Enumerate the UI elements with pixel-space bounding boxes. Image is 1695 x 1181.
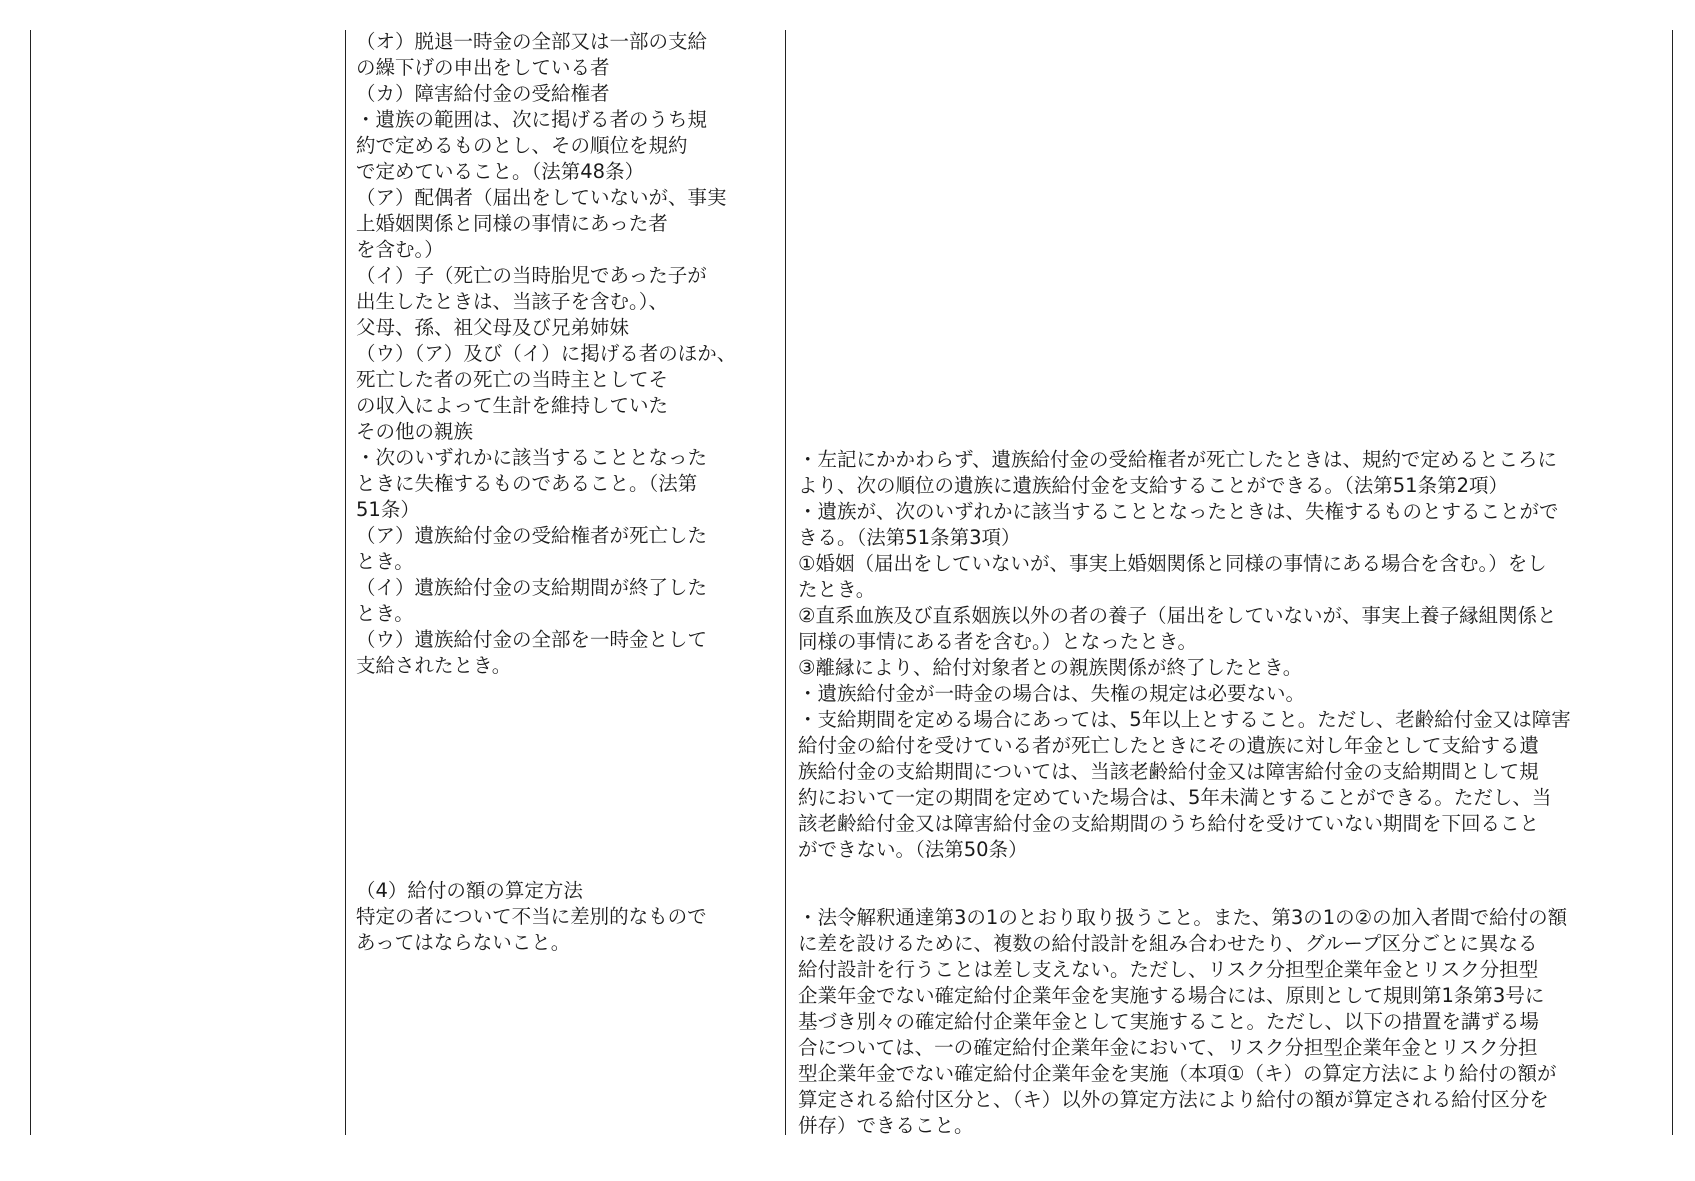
- text-line: 特定の者について不当に差別的なもので: [356, 905, 707, 928]
- text-line: ③離縁により、給付対象者との親族関係が終了したとき。: [798, 656, 1303, 679]
- text-line: 基づき別々の確定給付企業年金として実施すること。ただし、以下の措置を講ずる場: [798, 1010, 1540, 1033]
- text-line: 該老齢給付金又は障害給付金の支給期間のうち給付を受けていない期間を下回ること: [798, 812, 1540, 835]
- text-line: 父母、孫、祖父母及び兄弟姉妹: [356, 316, 630, 339]
- text-line: ・左記にかかわらず、遺族給付金の受給権者が死亡したときは、規約で定めるところに: [798, 448, 1557, 471]
- text-line: を含む。）: [356, 238, 444, 261]
- text-line: 併存）できること。: [798, 1114, 974, 1137]
- text-line: 族給付金の支給期間については、当該老齢給付金又は障害給付金の支給期間として規: [798, 760, 1539, 783]
- text-line: より、次の順位の遺族に遺族給付金を支給することができる。（法第51条第2項）: [798, 474, 1508, 497]
- text-line: （ア）配偶者（届出をしていないが、事実: [356, 186, 727, 209]
- text-line: ・遺族が、次のいずれかに該当することとなったときは、失権するものとすることがで: [798, 500, 1559, 523]
- text-line: 型企業年金でない確定給付企業年金を実施（本項①（キ）の算定方法により給付の額が: [798, 1062, 1557, 1085]
- table-border-col2: [345, 30, 346, 1135]
- text-line: 同様の事情にある者を含む。）となったとき。: [798, 630, 1197, 653]
- text-line: 給付金の給付を受けている者が死亡したときにその遺族に対し年金として支給する遺: [798, 734, 1540, 757]
- text-line: あってはならないこと。: [356, 931, 571, 954]
- right-section-4: [798, 905, 1567, 1139]
- section-heading: （4）給付の額の算定方法: [356, 879, 583, 902]
- text-line: ・法令解釈通達第3の1のとおり取り扱うこと。また、第3の1の②の加入者間で給付の額: [798, 906, 1568, 929]
- text-line: 給付設計を行うことは差し支えない。ただし、リスク分担型企業年金とリスク分担型: [798, 958, 1539, 981]
- text-line: とき。: [356, 550, 414, 573]
- text-line: の繰下げの申出をしている者: [356, 56, 610, 79]
- text-line: 企業年金でない確定給付企業年金を実施する場合には、原則として規則第1条第3号に: [798, 984, 1545, 1007]
- text-line: で定めていること。（法第48条）: [356, 160, 645, 183]
- text-line: （オ）脱退一時金の全部又は一部の支給: [356, 30, 708, 53]
- text-line: （ア）遺族給付金の受給権者が死亡した: [356, 524, 708, 547]
- text-line: （イ）子（死亡の当時胎児であった子が: [356, 264, 707, 287]
- text-line: たとき。: [798, 578, 876, 601]
- text-line: きる。（法第51条第3項）: [798, 526, 1021, 549]
- text-line: 約において一定の期間を定めていた場合は、5年未満とすることができる。ただし、当: [798, 786, 1552, 809]
- text-line: 支給されたとき。: [356, 654, 512, 677]
- middle-block-survivors: [356, 29, 736, 679]
- text-line: （イ）遺族給付金の支給期間が終了した: [356, 576, 708, 599]
- text-line: 上婚姻関係と同様の事情にあった者: [356, 212, 668, 235]
- text-line: 算定される給付区分と、（キ）以外の算定方法により給付の額が算定される給付区分を: [798, 1088, 1549, 1111]
- text-line: （ウ）（ア）及び（イ）に掲げる者のほか、: [356, 342, 737, 365]
- text-line: ・遺族の範囲は、次に掲げる者のうち規: [356, 108, 708, 131]
- text-line: とき。: [356, 602, 414, 625]
- middle-column: [356, 29, 736, 679]
- text-line: 死亡した者の死亡の当時主としてそ: [356, 368, 669, 391]
- table-border-right: [1672, 30, 1673, 1135]
- text-line: 出生したときは、当該子を含む。）、: [356, 290, 669, 313]
- text-line: 約で定めるものとし、その順位を規約: [356, 134, 688, 157]
- text-line: ・次のいずれかに該当することとなった: [356, 446, 708, 469]
- text-line: ができない。（法第50条）: [798, 838, 1028, 861]
- text-line: その他の親族: [356, 420, 474, 443]
- text-line: ②直系血族及び直系姻族以外の者の養子（届出をしていないが、事実上養子縁組関係と: [798, 604, 1557, 627]
- table-border-left: [30, 30, 31, 1135]
- text-line: の収入によって生計を維持していた: [356, 394, 669, 417]
- text-line: 51条）: [356, 498, 420, 521]
- text-line: ①婚姻（届出をしていないが、事実上婚姻関係と同様の事情にある場合を含む。）をし: [798, 552, 1547, 575]
- text-line: 合については、一の確定給付企業年金において、リスク分担型企業年金とリスク分担: [798, 1036, 1538, 1059]
- middle-section-4: [356, 878, 707, 956]
- text-line: に差を設けるために、複数の給付設計を組み合わせたり、グループ区分ごとに異なる: [798, 932, 1538, 955]
- text-line: ・遺族給付金が一時金の場合は、失権の規定は必要ない。: [798, 682, 1306, 705]
- right-column: [798, 447, 1571, 863]
- text-line: （ウ）遺族給付金の全部を一時金として: [356, 628, 708, 651]
- table-border-col3: [785, 30, 786, 1135]
- text-line: ときに失権するものであること。（法第: [356, 472, 698, 495]
- text-line: （カ）障害給付金の受給権者: [356, 82, 610, 105]
- text-line: ・支給期間を定める場合にあっては、5年以上とすること。ただし、老齢給付金又は障害: [798, 708, 1571, 731]
